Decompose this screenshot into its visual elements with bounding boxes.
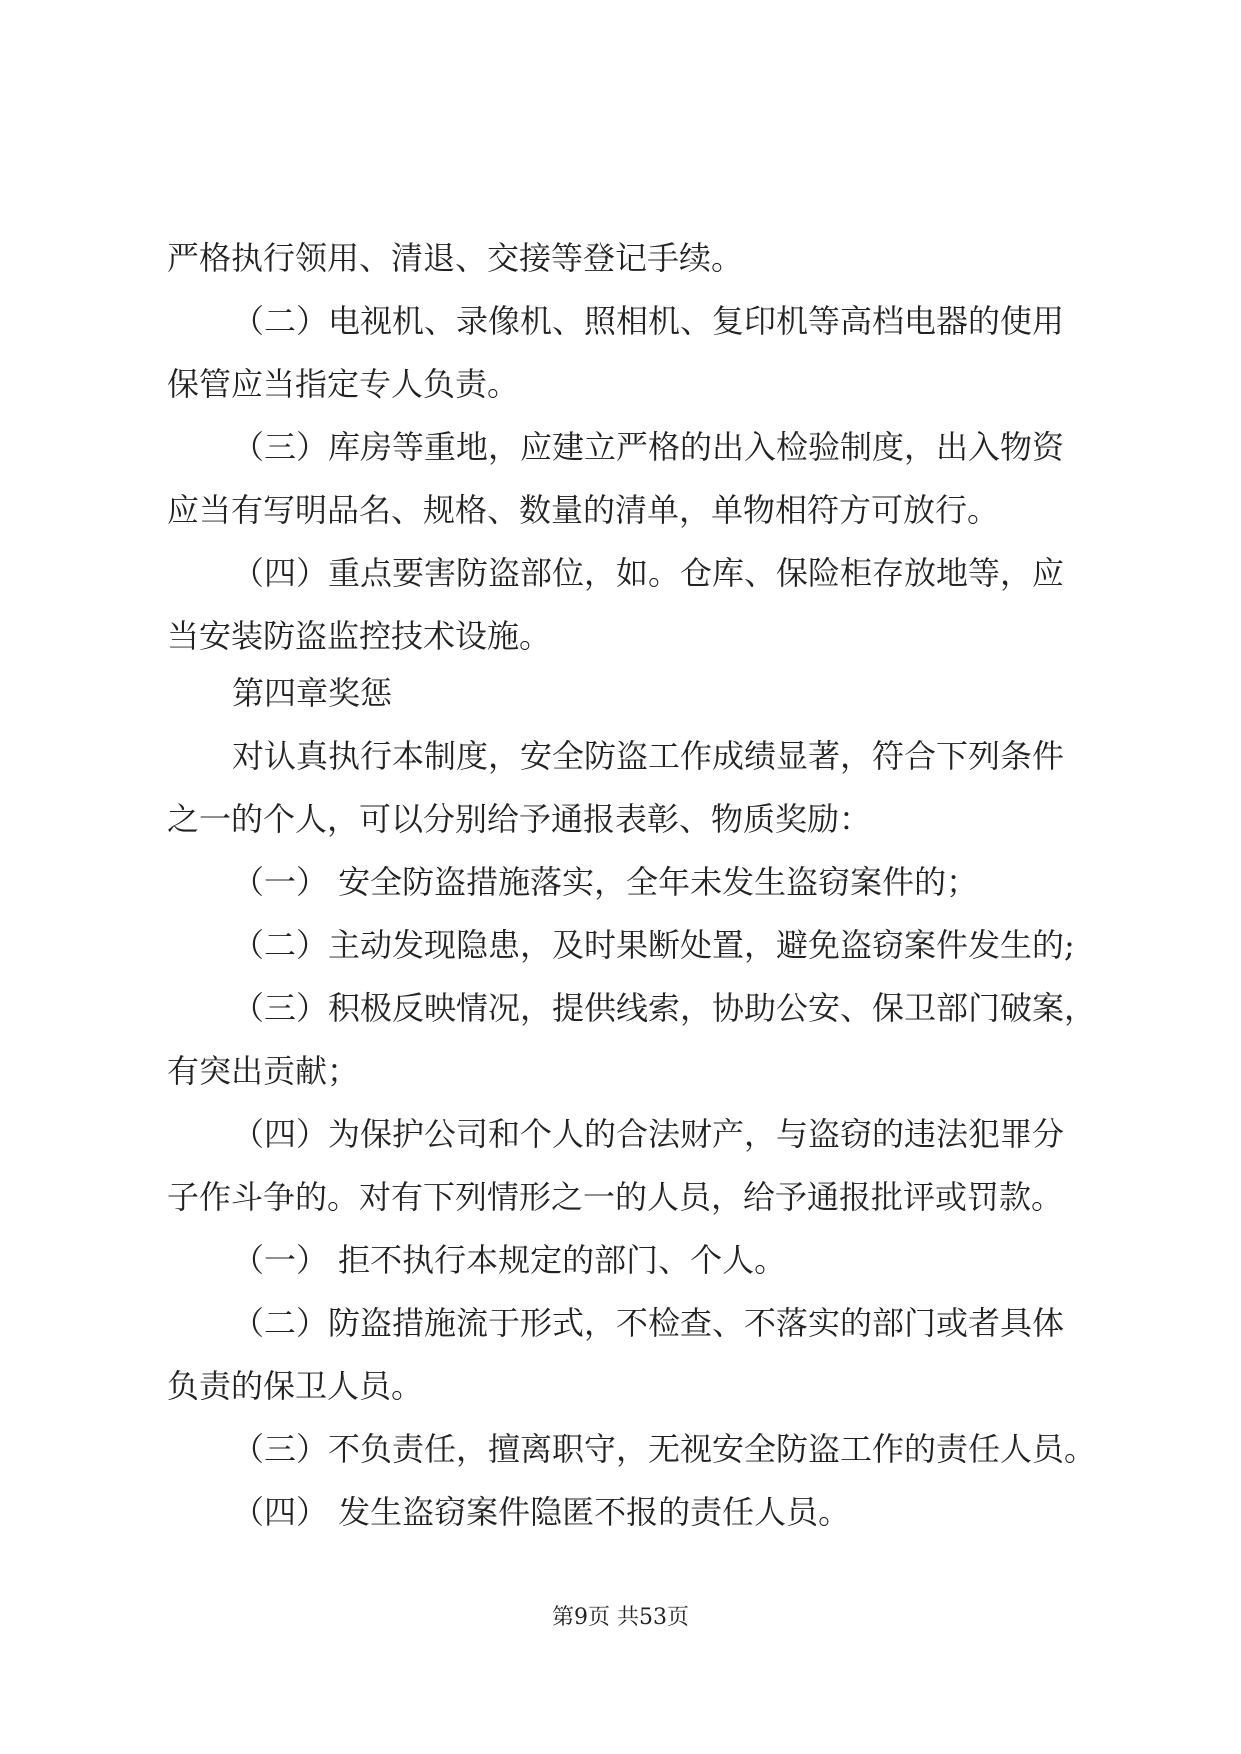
text-line: 保管应当指定专人负责。 <box>167 365 520 403</box>
chapter-heading: 第四章奖惩 <box>232 674 393 712</box>
text-line: （四）重点要害防盗部位，如。仓库、保险柜存放地等，应 <box>232 554 1065 592</box>
text-line: （二）电视机、录像机、照相机、复印机等高档电器的使用 <box>232 302 1065 340</box>
text-line: 负责的保卫人员。 <box>167 1367 424 1405</box>
text-line: （三）库房等重地，应建立严格的出入检验制度，出入物资 <box>232 428 1065 466</box>
text-line: （二）防盗措施流于形式，不检查、不落实的部门或者具体 <box>232 1304 1065 1342</box>
text-line: （四）为保护公司和个人的合法财产，与盗窃的违法犯罪分 <box>232 1115 1065 1153</box>
text-line: （四） 发生盗窃案件隐匿不报的责任人员。 <box>232 1493 851 1531</box>
text-line: 当安装防盗监控技术设施。 <box>167 617 552 655</box>
text-line: （一） 拒不执行本规定的部门、个人。 <box>232 1241 787 1279</box>
text-line: 应当有写明品名、规格、数量的清单，单物相符方可放行。 <box>167 491 1000 529</box>
text-line: 对认真执行本制度，安全防盗工作成绩显著，符合下列条件 <box>232 737 1065 775</box>
page-number-footer: 第9页 共53页 <box>552 1605 689 1630</box>
text-line: （二）主动发现隐患，及时果断处置，避免盗窃案件发生的; <box>232 926 1075 964</box>
text-line: 之一的个人，可以分别给予通报表彰、物质奖励： <box>167 800 872 838</box>
text-line: 子作斗争的。对有下列情形之一的人员，给予通报批评或罚款。 <box>167 1178 1064 1216</box>
text-line: 有突出贡献； <box>167 1052 360 1090</box>
text-line: 严格执行领用、清退、交接等登记手续。 <box>167 239 744 277</box>
text-line: （三）不负责任，擅离职守，无视安全防盗工作的责任人员。 <box>232 1430 1097 1468</box>
text-line: （一） 安全防盗措施落实，全年未发生盗窃案件的； <box>232 863 979 901</box>
text-line: （三）积极反映情况，提供线索，协助公安、保卫部门破案， <box>232 989 1097 1027</box>
